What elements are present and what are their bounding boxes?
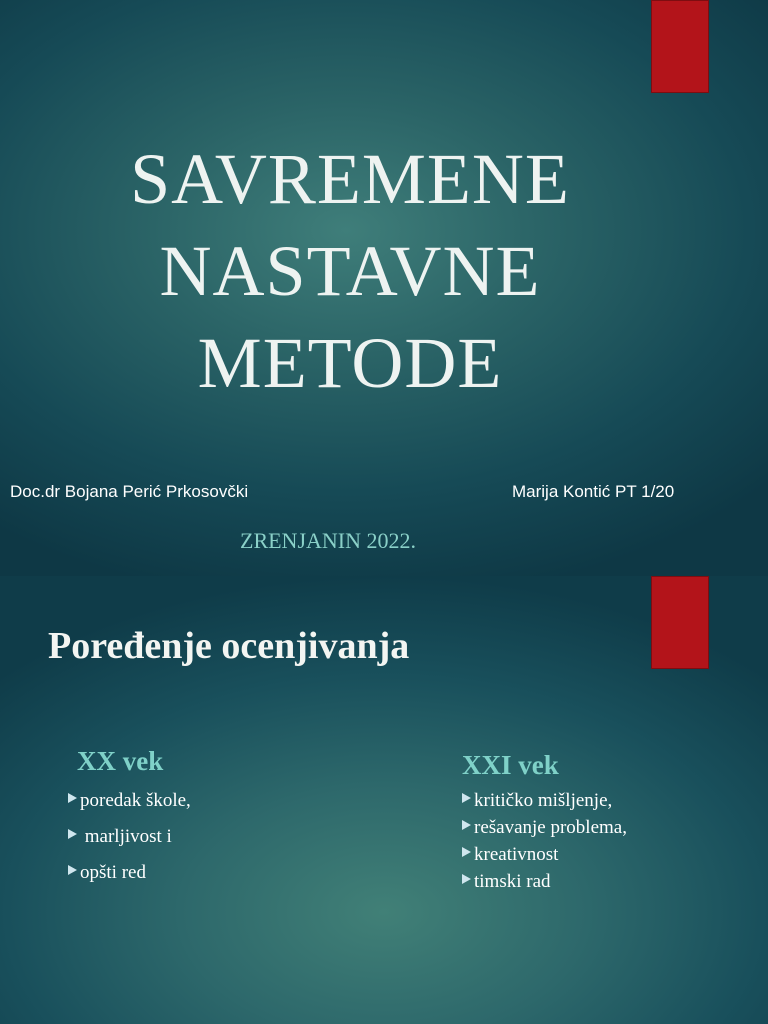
mentor-name: Doc.dr Bojana Perić Prkosovčki: [10, 482, 249, 501]
title-line: SAVREMENE: [130, 139, 570, 219]
list-item: [68, 819, 191, 855]
triangle-bullet-icon: [462, 793, 471, 803]
right-column: [462, 750, 627, 895]
comparison-slide: [0, 576, 768, 1024]
list-item-text: marljivost i: [80, 826, 172, 847]
list-item: [462, 814, 627, 841]
triangle-bullet-icon: [462, 820, 471, 830]
left-column: [68, 746, 191, 891]
slide-heading: Poređenje ocenjivanja: [48, 625, 410, 667]
list-item-text: rešavanje problema,: [474, 816, 627, 838]
triangle-bullet-icon: [68, 865, 77, 875]
red-accent-bar: [651, 0, 709, 93]
triangle-bullet-icon: [462, 874, 471, 884]
title-line: NASTAVNE: [159, 231, 541, 311]
column-heading: XX vek: [77, 746, 164, 776]
triangle-bullet-icon: [68, 793, 77, 803]
list-item-text: kritičko mišljenje,: [474, 789, 613, 811]
list-item: [462, 868, 627, 895]
column-heading: XXI vek: [462, 750, 559, 780]
list-item-text: opšti red: [80, 862, 146, 883]
triangle-bullet-icon: [68, 829, 77, 839]
list-item-text: poredak škole,: [80, 790, 191, 811]
list-item: [68, 855, 191, 891]
list-item: [462, 841, 627, 868]
slide-title: [0, 133, 700, 409]
red-accent-bar: [651, 576, 709, 669]
list-item-text: timski rad: [474, 870, 551, 892]
triangle-bullet-icon: [462, 847, 471, 857]
title-line: METODE: [197, 323, 503, 403]
student-name: Marija Kontić PT 1/20: [512, 482, 675, 501]
list-item: [68, 783, 191, 819]
list-item-text: kreativnost: [474, 843, 559, 865]
list-item: [462, 787, 627, 814]
city-year: ZRENJANIN 2022.: [240, 528, 416, 553]
